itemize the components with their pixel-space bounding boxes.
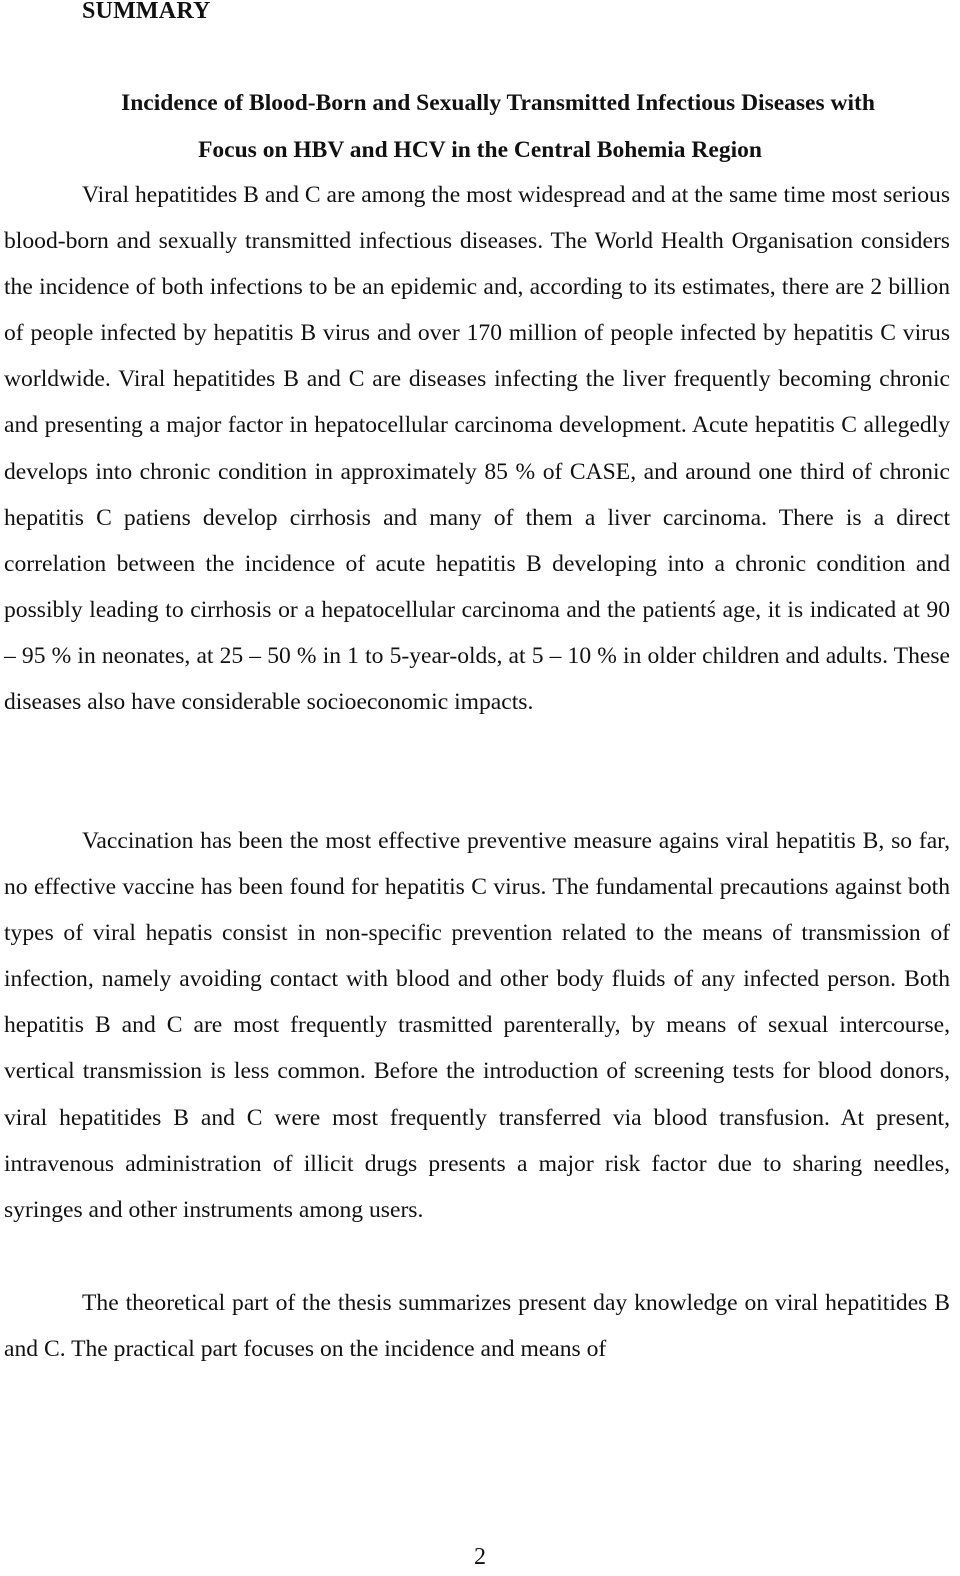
thesis-title-line-2: Focus on HBV and HCV in the Central Bohemia Region: [198, 137, 762, 163]
paragraph-3: The theoretical part of the thesis summarizes present day knowledge on viral hepatitides B and C. The practical part focuses on the incidence and means of: [4, 1290, 950, 1363]
section-heading: SUMMARY: [82, 0, 211, 24]
thesis-title-line-1: Incidence of Blood-Born and Sexually Transmitted Infectious Diseases with: [121, 90, 875, 116]
paragraph-2: Vaccination has been the most effective preventive measure agains viral hepatitis B, so far, no effective vaccine has been found for hepatitis C virus. The fundamental precautions against both types of viral hepatis consist in non-specific prevention related to the means of transmission of infection, namely avoiding contact with blood and other body fluids of any infected person. Both hepatitis B and C are most frequently trasmitted parenterally, by means of sexual intercourse, vertical transmission is less common. Before the introduction of screening tests for blood donors, viral hepatitides B and C were most frequently transferred via blood transfusion. At present, intravenous administration of illicit drugs presents a major risk factor due to sharing needles, syringes and other instruments among users.: [4, 828, 950, 1223]
page-number: 2: [474, 1544, 486, 1570]
paragraph-1: Viral hepatitides B and C are among the most widespread and at the same time most serious blood-born and sexually transmitted infectious diseases. The World Health Organisation considers the incidence of both infections to be an epidemic and, according to its estimates, there are 2 billion of people infected by hepatitis B virus and over 170 million of people infected by hepatitis C virus worldwide. Viral hepatitides B and C are diseases infecting the liver frequently becoming chronic and presenting a major factor in hepatocellular carcinoma development. Acute hepatitis C allegedly develops into chronic condition in approximately 85 % of CASE, and around one third of chronic hepatitis C patiens develop cirrhosis and many of them a liver carcinoma. There is a direct correlation between the incidence of acute hepatitis B developing into a chronic condition and possibly leading to cirrhosis or a hepatocellular carcinoma and the patientś age, it is indicated at 90 – 95 % in neonates, at 25 – 50 % in 1 to 5-year-olds, at 5 – 10 % in older children and adults. These diseases also have considerable socioeconomic impacts.: [4, 182, 950, 716]
